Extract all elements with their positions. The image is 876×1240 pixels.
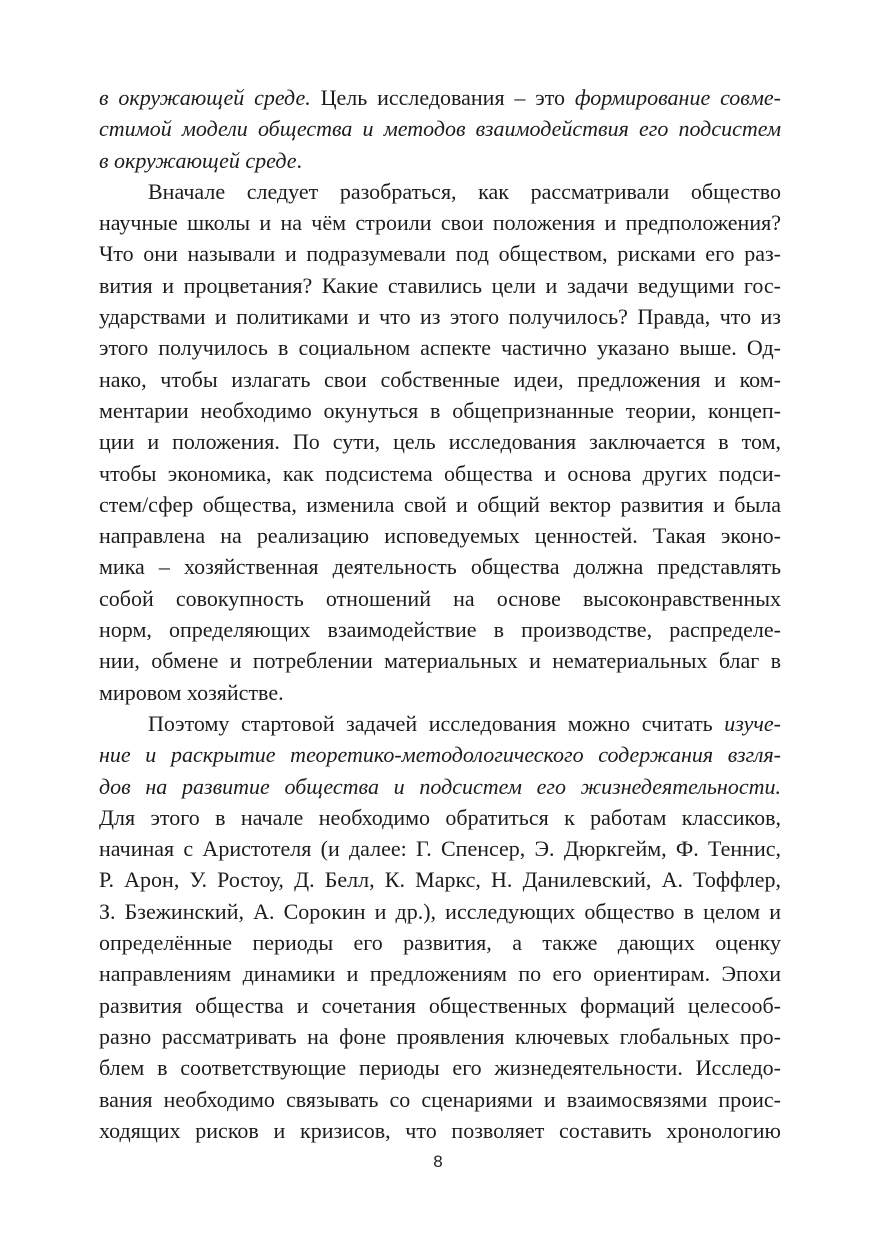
text-line [99,1084,781,1115]
text-run: ходящих рисков и кризисов, что позволяет составить хронологию [99,1117,781,1143]
text-run: мика – хозяйственная деятельность общества должна представлять [99,554,781,580]
text-line [99,958,781,989]
text-run: вития и процветания? Какие ставились цели и задачи ведущими гос- [99,272,781,298]
text-run: Для этого в начале необходимо обратиться к работам классиков, [99,804,781,830]
text-line [99,802,781,833]
paragraph [99,176,781,708]
text-run: Что они называли и подразумевали под обществом, рисками его раз- [99,241,781,267]
text-run: . [296,147,303,173]
text-line [99,458,781,489]
text-run: определённые периоды его развития, а также дающих оценку [99,930,781,956]
text-line [99,82,781,113]
text-line [99,113,781,144]
text-run: развития общества и сочетания общественных формаций целесооб- [99,992,781,1018]
text-run: Вначале следует разобраться, как рассматривали общество [148,178,781,204]
text-line [99,677,781,708]
text-line [99,270,781,301]
page-number: 8 [433,1152,443,1171]
italic-run: ние и раскрытие теоретико-методологического содержания взгля- [99,742,781,768]
text-run: начиная с Аристотеля (и далее: Г. Спенсер, Э. Дюркгейм, Ф. Теннис, [99,836,781,862]
text-line [99,614,781,645]
text-line [99,395,781,426]
text-line [99,207,781,238]
text-run: чтобы экономика, как подсистема общества и основа других подси- [99,460,781,486]
text-run: ударствами и политиками и что из этого получилось? Правда, что из [99,304,781,330]
text-line [99,489,781,520]
italic-run: стимой модели общества и методов взаимодействия его подсистем [99,116,781,142]
page-body [99,82,781,1146]
text-run: ментарии необходимо окунуться в общепризнанные теории, концеп- [99,397,781,423]
text-line [99,238,781,269]
text-run: нии, обмене и потреблении материальных и нематериальных благ в [99,648,781,674]
text-line [99,1052,781,1083]
italic-run: в окружающей среде. [99,85,311,110]
text-run: З. Бзежинский, А. Сорокин и др.), исследующих общество в целом и [99,898,781,924]
text-run: вания необходимо связывать со сценариями и взаимосвязями проис- [99,1086,781,1112]
text-line [99,364,781,395]
text-line [99,583,781,614]
text-line [99,708,781,739]
text-line [99,833,781,864]
text-line [99,426,781,457]
italic-run: формирование совме- [574,85,781,110]
text-line [99,520,781,551]
text-run: научные школы и на чём строили свои положения и предположения? [99,210,781,236]
text-run: Цель исследования – это [310,85,575,110]
text-line [99,1115,781,1146]
text-line [99,145,781,176]
text-run: мировом хозяйстве. [99,679,284,705]
text-run: Поэтому стартовой задачей исследования можно считать [148,710,725,736]
text-line [99,176,781,207]
text-run: этого получилось в социальном аспекте частично указано выше. Од- [99,335,781,361]
text-run: нако, чтобы излагать свои собственные идеи, предложения и ком- [99,366,781,392]
text-line [99,301,781,332]
paragraph [99,82,781,176]
italic-run: дов на развитие общества и подсистем его жизнедеятельности. [99,773,781,799]
italic-run: в окружающей среде [99,147,297,173]
text-run: стем/сфер общества, изменила свой и общий вектор развития и была [99,491,781,517]
text-line [99,896,781,927]
text-run: блем в соответствующие периоды его жизнедеятельности. Исследо- [99,1055,781,1081]
text-line [99,332,781,363]
italic-run: изуче- [724,710,781,736]
text-run: направлена на реализацию исповедуемых ценностей. Такая эконо- [99,523,781,549]
text-run: ции и положения. По сути, цель исследования заключается в том, [99,429,781,455]
text-line [99,645,781,676]
text-line [99,771,781,802]
text-line [99,551,781,582]
text-run: направлениям динамики и предложениям по его ориентирам. Эпохи [99,961,781,987]
text-line [99,990,781,1021]
text-line [99,1021,781,1052]
text-line [99,927,781,958]
text-run: собой совокупность отношений на основе высоконравственных [99,585,781,611]
text-line [99,864,781,895]
text-run: норм, определяющих взаимодействие в производстве, распределе- [99,617,781,643]
text-run: Р. Арон, У. Ростоу, Д. Белл, К. Маркс, Н. Данилевский, А. Тоффлер, [99,867,781,893]
text-line [99,739,781,770]
paragraph [99,708,781,1146]
text-run: разно рассматривать на фоне проявления ключевых глобальных про- [99,1023,781,1049]
